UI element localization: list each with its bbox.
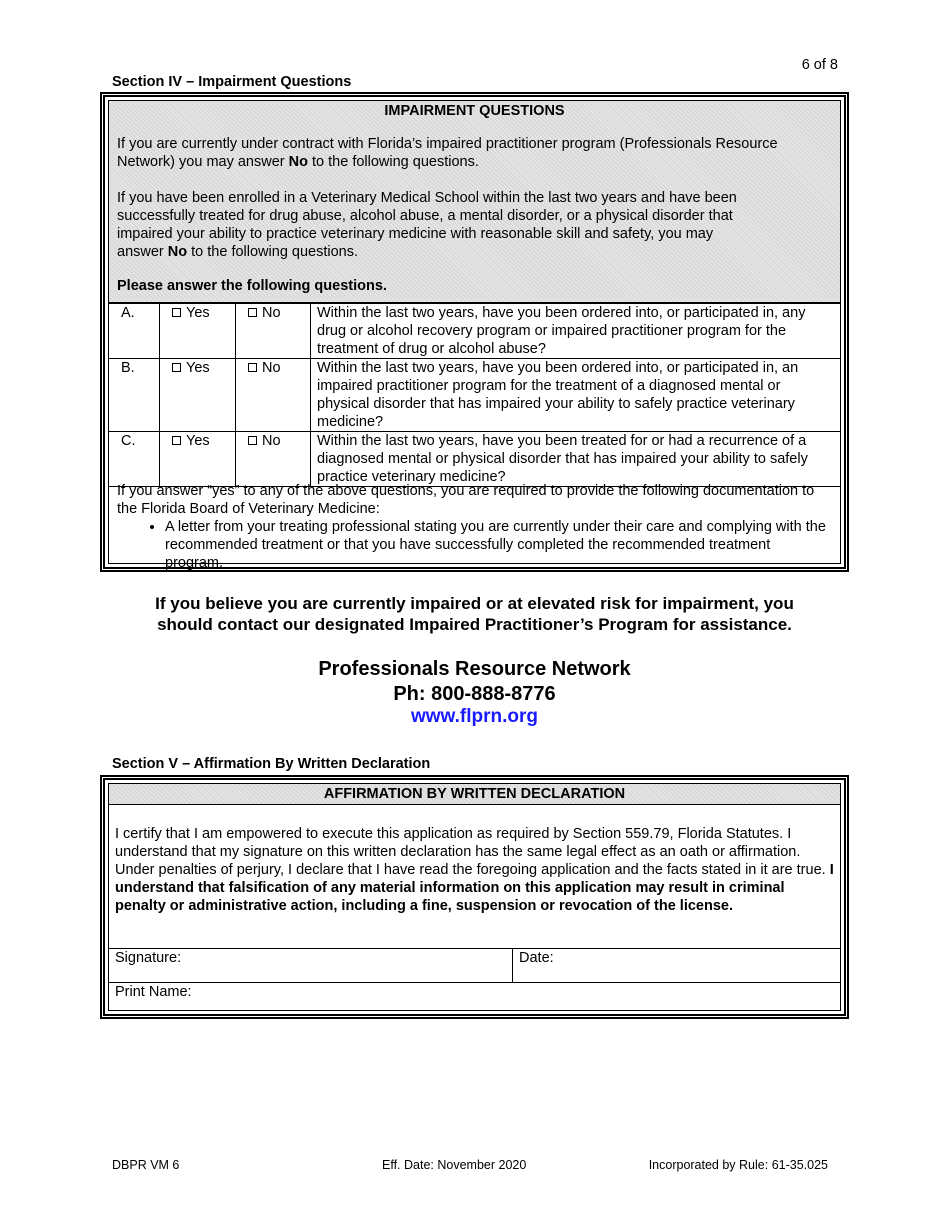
affirmation-box xyxy=(100,775,849,1019)
print-name-label: Print Name: xyxy=(115,984,192,1000)
question-row-b xyxy=(109,359,840,432)
page-number: 6 of 8 xyxy=(801,57,838,73)
question-text: Within the last two years, have you been ordered into, or participated in, any drug or alcohol recovery program or impaired practitioner program for the treatment of drug or alcohol abuse? xyxy=(311,304,841,359)
footer-eff-date: Eff. Date: November 2020 xyxy=(382,1158,527,1172)
date-label: Date: xyxy=(519,950,554,966)
prn-phone: Ph: 800-888-8776 xyxy=(393,683,556,705)
checkbox-icon[interactable] xyxy=(248,436,257,445)
question-row-a xyxy=(109,304,840,359)
print-name-field[interactable] xyxy=(115,984,192,1000)
intro-paragraph-1: If you are currently under contract with Florida’s impaired practitioner program (Professionals Resource Network) you may answer No to the following questions. xyxy=(117,136,778,170)
instruction: Please answer the following questions. xyxy=(117,278,387,294)
no-option-a[interactable]: No xyxy=(236,304,311,359)
question-letter: C. xyxy=(109,432,160,487)
checkbox-icon[interactable] xyxy=(172,436,181,445)
no-option-c[interactable]: No xyxy=(236,432,311,487)
yes-option-b[interactable]: Yes xyxy=(160,359,236,432)
yes-option-a[interactable]: Yes xyxy=(160,304,236,359)
documentation-item: • A letter from your treating professional stating you are currently under their care and complying with the recommended treatment or that you have successfully completed the recommended treatment program. xyxy=(165,518,832,572)
certification-text: I certify that I am empowered to execute this application as required by Section 559.79, Florida Statutes. I understand that my signature on this written declaration has the same legal effect as an oath or affirmation. Under penalties of perjury, I declare that I have read the foregoing application and the facts stated in it are true. I understand that falsification of any material information on this application may result in criminal penalty or administrative action, including a fine, suspension or revocation of the license. xyxy=(115,826,834,914)
prn-contact xyxy=(100,657,849,707)
intro-paragraph-2: If you have been enrolled in a Veterinary Medical School within the last two years and have been successfully treated for drug abuse, alcohol abuse, a mental disorder, or a physical disorder that impaired your ability to practice veterinary medicine with reasonable skill and safety, you may answer No to the following questions. xyxy=(117,190,737,260)
no-option-b[interactable]: No xyxy=(236,359,311,432)
signature-label: Signature: xyxy=(115,950,182,966)
date-field[interactable] xyxy=(519,950,554,966)
signature-field[interactable] xyxy=(109,949,513,982)
signature-row xyxy=(109,948,840,983)
questions-table xyxy=(109,303,840,487)
footer-rule: Incorporated by Rule: 61-35.025 xyxy=(648,1158,828,1172)
prn-name: Professionals Resource Network xyxy=(318,658,631,680)
documentation-list xyxy=(117,518,832,572)
section-iv-heading: Section IV – Impairment Questions xyxy=(112,74,352,90)
footer-form-id: DBPR VM 6 xyxy=(112,1158,180,1172)
question-text: Within the last two years, have you been ordered into, or participated in, an impaired practitioner program for the treatment of a diagnosed mental or physical disorder that has impaired your ability to safely practice veterinary medicine? xyxy=(311,359,841,432)
section-v-heading: Section V – Affirmation By Written Declaration xyxy=(112,756,431,772)
prn-website-link[interactable]: www.flprn.org xyxy=(410,706,538,727)
checkbox-icon[interactable] xyxy=(172,308,181,317)
checkbox-icon[interactable] xyxy=(248,308,257,317)
question-letter: A. xyxy=(109,304,160,359)
checkbox-icon[interactable] xyxy=(172,363,181,372)
impairment-intro xyxy=(109,101,840,303)
question-row-c xyxy=(109,432,840,487)
checkbox-icon[interactable] xyxy=(248,363,257,372)
followup-text: If you answer “yes” to any of the above questions, you are required to provide the following documentation to the Florida Board of Veterinary Medicine: xyxy=(117,483,815,517)
question-letter: B. xyxy=(109,359,160,432)
impairment-warning: If you believe you are currently impaired or at elevated risk for impairment, you should contact our designated Impaired Practitioner’s Program for assistance. xyxy=(155,594,794,634)
impairment-questions-box xyxy=(100,92,849,572)
affirmation-title: AFFIRMATION BY WRITTEN DECLARATION xyxy=(109,784,840,805)
yes-option-c[interactable]: Yes xyxy=(160,432,236,487)
impairment-title: IMPAIRMENT QUESTIONS xyxy=(384,103,565,119)
question-text: Within the last two years, have you been treated for or had a recurrence of a diagnosed mental or physical disorder that has impaired your ability to safely practice veterinary medicine? xyxy=(311,432,841,487)
followup-block xyxy=(109,482,840,572)
